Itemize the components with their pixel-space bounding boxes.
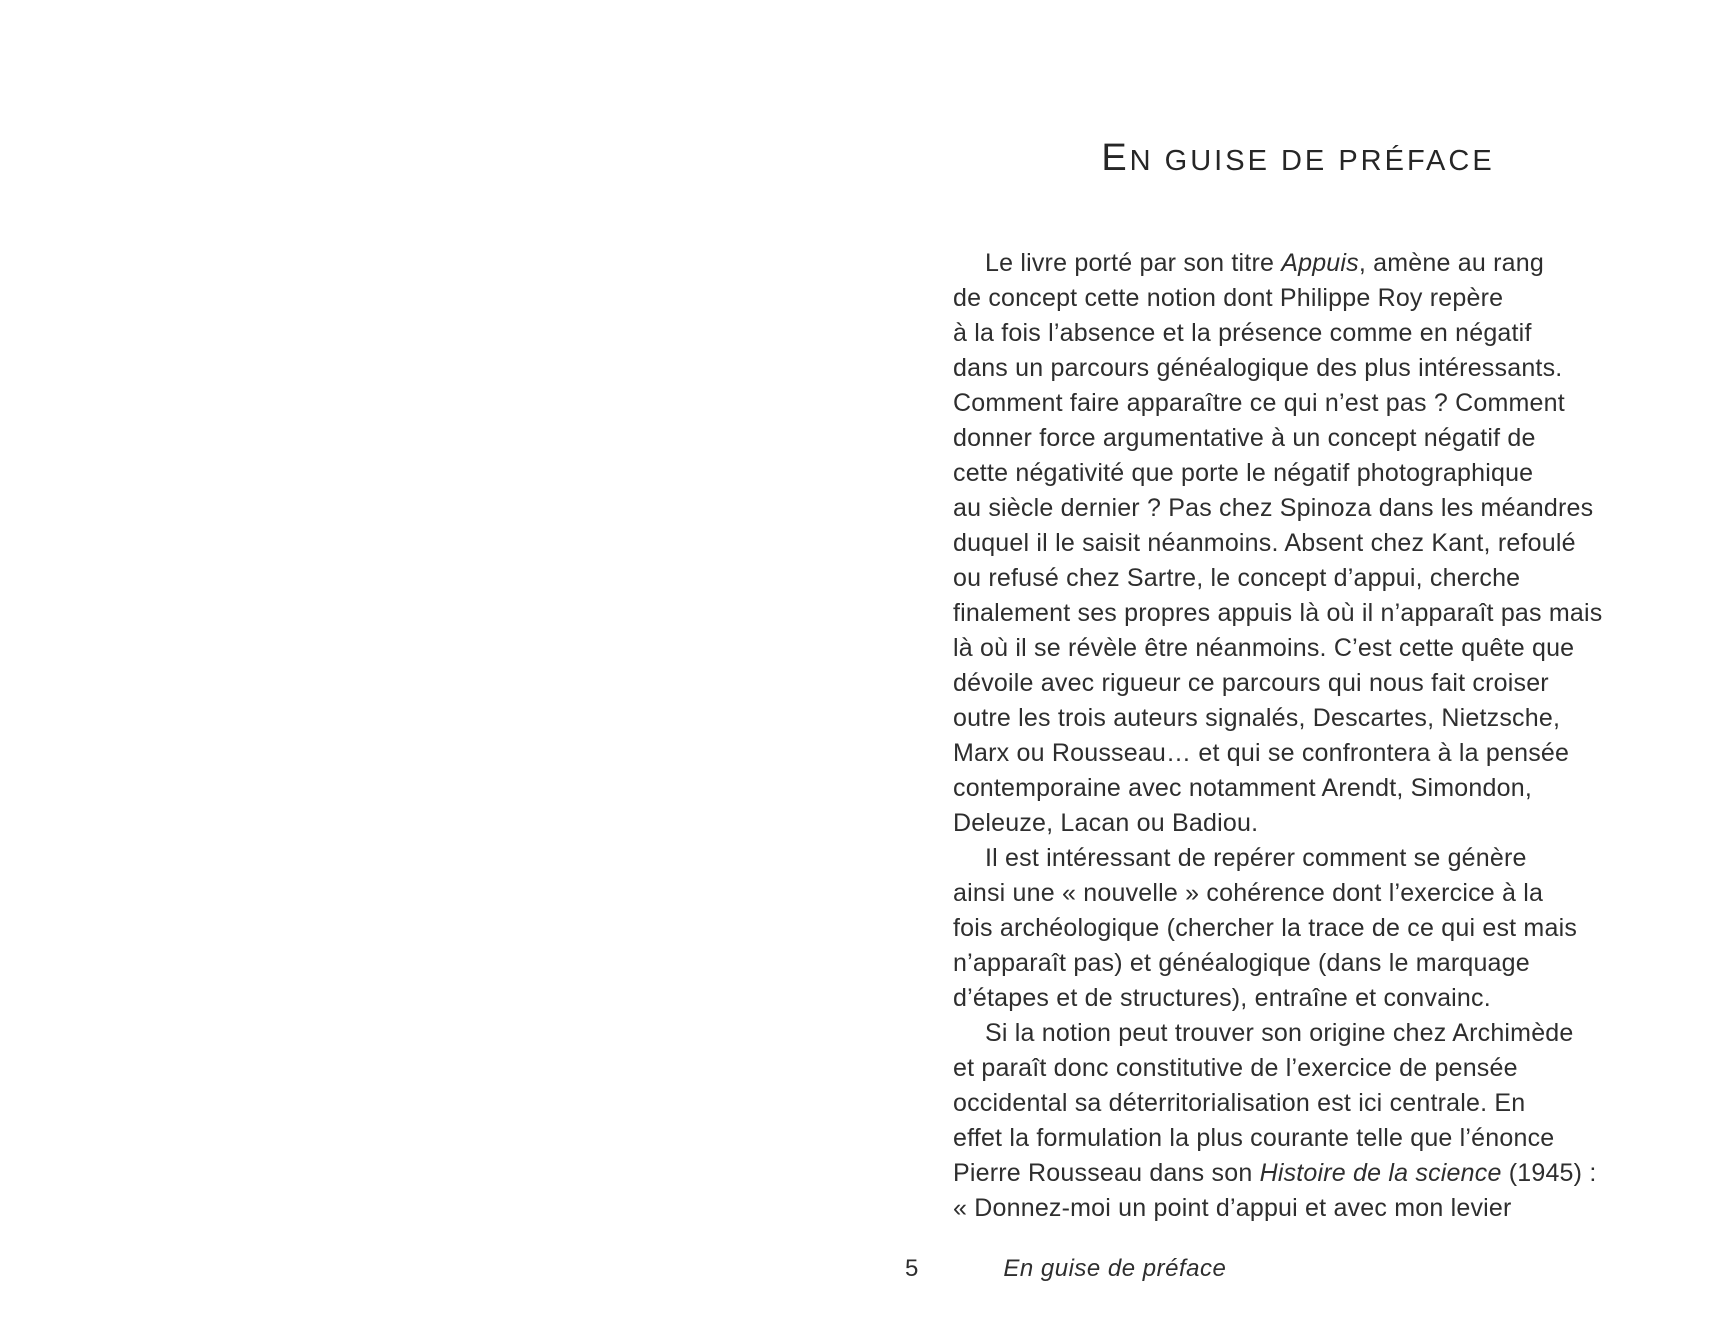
body-line bbox=[953, 946, 1643, 981]
body-line bbox=[953, 386, 1643, 421]
paragraph bbox=[953, 246, 1643, 841]
body-line bbox=[953, 771, 1643, 806]
body-line bbox=[953, 456, 1643, 491]
text-segment: Pierre Rousseau dans son bbox=[953, 1159, 1260, 1187]
text-segment: , amène au rang bbox=[1358, 249, 1544, 277]
body-line bbox=[953, 1191, 1643, 1226]
text-segment: d’étapes et de structures), entraîne et convainc. bbox=[953, 984, 1491, 1012]
text-segment: Il est intéressant de repérer comment se génère bbox=[985, 844, 1527, 872]
text-segment: là où il se révèle être néanmoins. C’est cette quête que bbox=[953, 634, 1575, 662]
paragraph bbox=[953, 841, 1643, 1016]
italic-text: Histoire de la science bbox=[1259, 1159, 1502, 1187]
body-text bbox=[953, 246, 1643, 1226]
body-line bbox=[953, 1086, 1643, 1121]
body-line bbox=[953, 1156, 1643, 1191]
body-line bbox=[953, 736, 1643, 771]
body-line bbox=[953, 806, 1643, 841]
text-segment: Si la notion peut trouver son origine chez Archimède bbox=[985, 1019, 1574, 1047]
text-segment: finalement ses propres appuis là où il n’apparaît pas mais bbox=[953, 599, 1603, 627]
page-footer bbox=[905, 1253, 1595, 1285]
body-line bbox=[953, 841, 1643, 876]
body-line bbox=[953, 876, 1643, 911]
text-segment: occidental sa déterritorialisation est ici centrale. En bbox=[953, 1089, 1526, 1117]
text-segment: « Donnez-moi un point d’appui et avec mon levier bbox=[953, 1194, 1512, 1222]
text-segment: ou refusé chez Sartre, le concept d’appui, cherche bbox=[953, 564, 1521, 592]
body-line bbox=[953, 561, 1643, 596]
body-line bbox=[953, 1016, 1643, 1051]
body-line bbox=[953, 1121, 1643, 1156]
body-line bbox=[953, 421, 1643, 456]
text-segment: Le livre porté par son titre bbox=[985, 249, 1282, 277]
text-segment: donner force argumentative à un concept négatif de bbox=[953, 424, 1536, 452]
text-segment: n’apparaît pas) et généalogique (dans le marquage bbox=[953, 949, 1530, 977]
text-segment: à la fois l’absence et la présence comme en négatif bbox=[953, 319, 1532, 347]
text-segment: contemporaine avec notamment Arendt, Simondon, bbox=[953, 774, 1532, 802]
text-segment: fois archéologique (chercher la trace de ce qui est mais bbox=[953, 914, 1578, 942]
text-segment: de concept cette notion dont Philippe Roy repère bbox=[953, 284, 1504, 312]
text-segment: cette négativité que porte le négatif photographique bbox=[953, 459, 1534, 487]
page-title bbox=[953, 134, 1643, 185]
body-line bbox=[953, 981, 1643, 1016]
italic-text: Appuis bbox=[1281, 249, 1359, 277]
text-segment: effet la formulation la plus courante telle que l’énonce bbox=[953, 1124, 1555, 1152]
text-segment: Comment faire apparaître ce qui n’est pas ? Comment bbox=[953, 389, 1565, 417]
text-segment: (1945) : bbox=[1501, 1159, 1597, 1187]
text-segment: duquel il le saisit néanmoins. Absent chez Kant, refoulé bbox=[953, 529, 1576, 557]
title-small-caps: N GUISE DE PRÉFACE bbox=[1129, 145, 1495, 177]
text-segment: outre les trois auteurs signalés, Descartes, Nietzsche, bbox=[953, 704, 1561, 732]
text-segment: dévoile avec rigueur ce parcours qui nous fait croiser bbox=[953, 669, 1549, 697]
body-line bbox=[953, 351, 1643, 386]
text-segment: dans un parcours généalogique des plus intéressants. bbox=[953, 354, 1563, 382]
body-line bbox=[953, 1051, 1643, 1086]
text-segment: Deleuze, Lacan ou Badiou. bbox=[953, 809, 1259, 837]
text-segment: et paraît donc constitutive de l’exercice de pensée bbox=[953, 1054, 1518, 1082]
running-title: En guise de préface bbox=[1003, 1255, 1227, 1282]
body-line bbox=[953, 666, 1643, 701]
body-line bbox=[953, 631, 1643, 666]
body-line bbox=[953, 316, 1643, 351]
body-line bbox=[953, 596, 1643, 631]
body-line bbox=[953, 281, 1643, 316]
paragraph bbox=[953, 1016, 1643, 1226]
body-line bbox=[953, 701, 1643, 736]
text-segment: Marx ou Rousseau… et qui se confrontera à la pensée bbox=[953, 739, 1570, 767]
body-line bbox=[953, 246, 1643, 281]
title-initial-cap: E bbox=[1101, 137, 1130, 179]
text-segment: ainsi une « nouvelle » cohérence dont l’exercice à la bbox=[953, 879, 1544, 907]
body-line bbox=[953, 911, 1643, 946]
page-number: 5 bbox=[905, 1255, 919, 1282]
body-line bbox=[953, 491, 1643, 526]
text-segment: au siècle dernier ? Pas chez Spinoza dans les méandres bbox=[953, 494, 1594, 522]
body-line bbox=[953, 526, 1643, 561]
